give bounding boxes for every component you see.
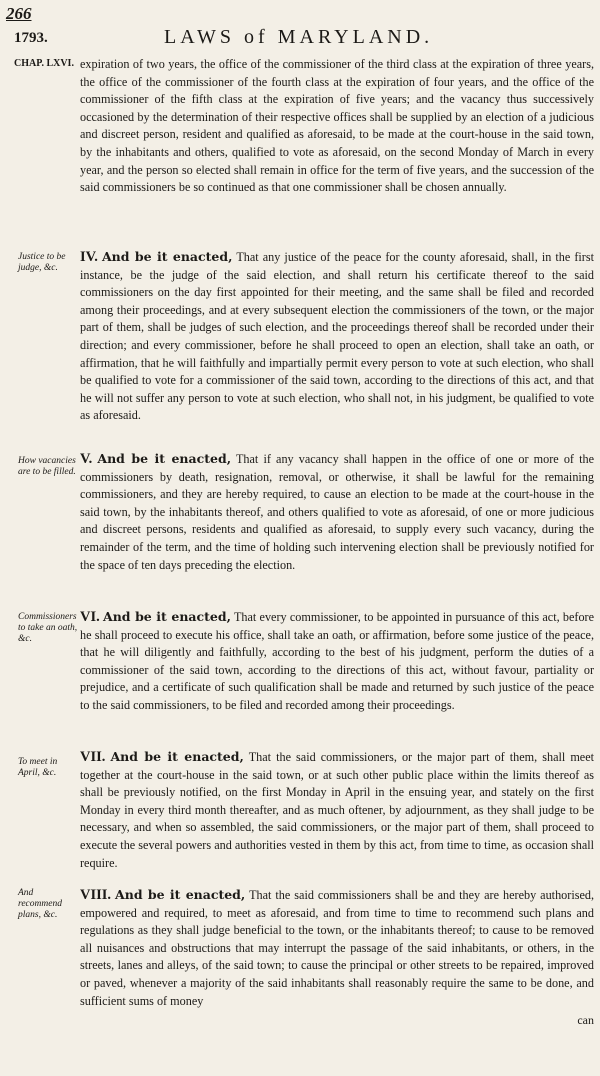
section-text: That if any vacancy shall happen in the office of one or more of the commissioners by death, resignation, removal, or otherwise, it shall be lawful for the remaining commissioners, and they are hereby required, to cause an election to be made at the court-house in the said town, by the inhabitants thereof, and others qualified to vote as aforesaid, of one or more judicious and discreet persons, residents and qualified as aforesaid, to supply every such vacancy, during the remainder of the term, and the time of holding such intervening election shall be previously notified for the space of ten days preceding the election. — [80, 452, 595, 572]
enacting-clause: And be it enacted, — [115, 887, 246, 902]
section-text: expiration of two years, the office of the commissioner of the third class at the expiration of three years, the office of the commissioner of the fourth class at the expiration of four years, and the office of the commissioner of the fifth class at the expiration of five years; and the vacancy thus successively occasioned by the determination of their respective offices shall be supplied by an election of a judicious and discreet person, resident and qualified as aforesaid, to be made at the court-house in the said town, by the inhabitants and others, qualified to vote as aforesaid, on the second Monday of March in every year, and the person so elected shall remain in office for the term of five years, and the succession of the said commissioners be so continued as that one commissioner shall be chosen annually. — [80, 57, 594, 195]
page-number: 266 — [6, 4, 32, 23]
section-number: IV. — [80, 249, 98, 265]
section-text: That every commissioner, to be appointed in pursuance of this act, before he shall proceed to execute his office, shall take an oath, or affirmation, before some justice of the peace, that he will diligently and faithfully, according to the best of his judgment, perform the duties of a commissioner of the said town, according to the directions of this act, without favour, partiality or prejudice, and a certificate of such qualification shall be made and returned by such justice of the peace to the said commissioners, to be filed and recorded among their proceedings. — [80, 610, 595, 712]
section-v — [80, 450, 594, 574]
section-text: That the said commissioners shall be and they are hereby authorised, empowered and required, to meet as aforesaid, and from time to time to recommend such plans and regulations as they shall judge beneficial to the town, or the inhabitants thereof; to cause to be removed all nuisances and obstructions that may interrupt the passage of the said inhabitants, or others, in the streets, lanes and alleys, of the said town; to cause the principal or other streets to be repaired, improved or paved, whenever a majority of the said inhabitants shall reasonably require the same to be done, and sufficient sums of money — [80, 888, 594, 1008]
chapter-label: CHAP. LXVI. — [14, 58, 74, 69]
section-continuation — [80, 56, 594, 197]
catchword: can — [577, 1013, 594, 1027]
section-text: That the said commissioners, or the major part of them, shall meet together at the court-house in the said town, or at such other public place within the limits thereof as shall be previously notified, on the first Monday in April in the ensuing year, and stately on the first Monday in every third month thereafter, and as much oftener, by adjournment, as they shall judge to be necessary, and when so assembled, the said commissioners, or the major part of them, shall proceed to execute the several powers and authorities vested in them by this act, from time to time, as occasion shall require. — [80, 750, 595, 870]
section-viii — [80, 886, 594, 1010]
enacting-clause: And be it enacted, — [110, 749, 244, 764]
enacting-clause: And be it enacted, — [101, 249, 233, 264]
margin-note: How vacancies are to be filled. — [18, 456, 76, 477]
margin-note: To meet in April, &c. — [18, 757, 58, 778]
section-iv — [80, 248, 594, 425]
running-title: LAWS of MARYLAND. — [164, 26, 434, 48]
section-text: That any justice of the peace for the county aforesaid, shall, in the first instance, be the judge of the said election, and shall return his certificate thereof to the said commissioners on the day first appointed for their meeting, and the same shall be filed and recorded among their proceedings, and at every subsequent election the commissioners of the town, or the major part of them, shall be judges of such election, and the proceedings thereof shall be recorded under their direction; and every commissioner, before he shall proceed to open an election, shall take an oath, or affirmation, that he will faithfully and impartially permit every person to vote at such election, who shall be qualified to vote for a commissioner of the said town, according to the directions of this act, and that he will not suffer any person to vote at such election, who shall not, in his judgment, be qualified to vote as aforesaid. — [80, 250, 594, 423]
page-header — [4, 4, 594, 48]
margin-note: And recommend plans, &c. — [18, 888, 62, 920]
section-number: VIII. — [80, 887, 112, 903]
enacting-clause: And be it enacted, — [97, 451, 232, 466]
margin-note: Commissioners to take an oath, &c. — [18, 612, 78, 644]
section-number: VI. — [80, 609, 100, 625]
year-label: 1793. — [14, 30, 48, 46]
section-vi — [80, 608, 594, 715]
section-vii — [80, 748, 594, 872]
enacting-clause: And be it enacted, — [103, 609, 231, 624]
section-number: VII. — [80, 749, 106, 765]
margin-note: Justice to be judge, &c. — [18, 252, 66, 273]
section-number: V. — [80, 451, 93, 467]
